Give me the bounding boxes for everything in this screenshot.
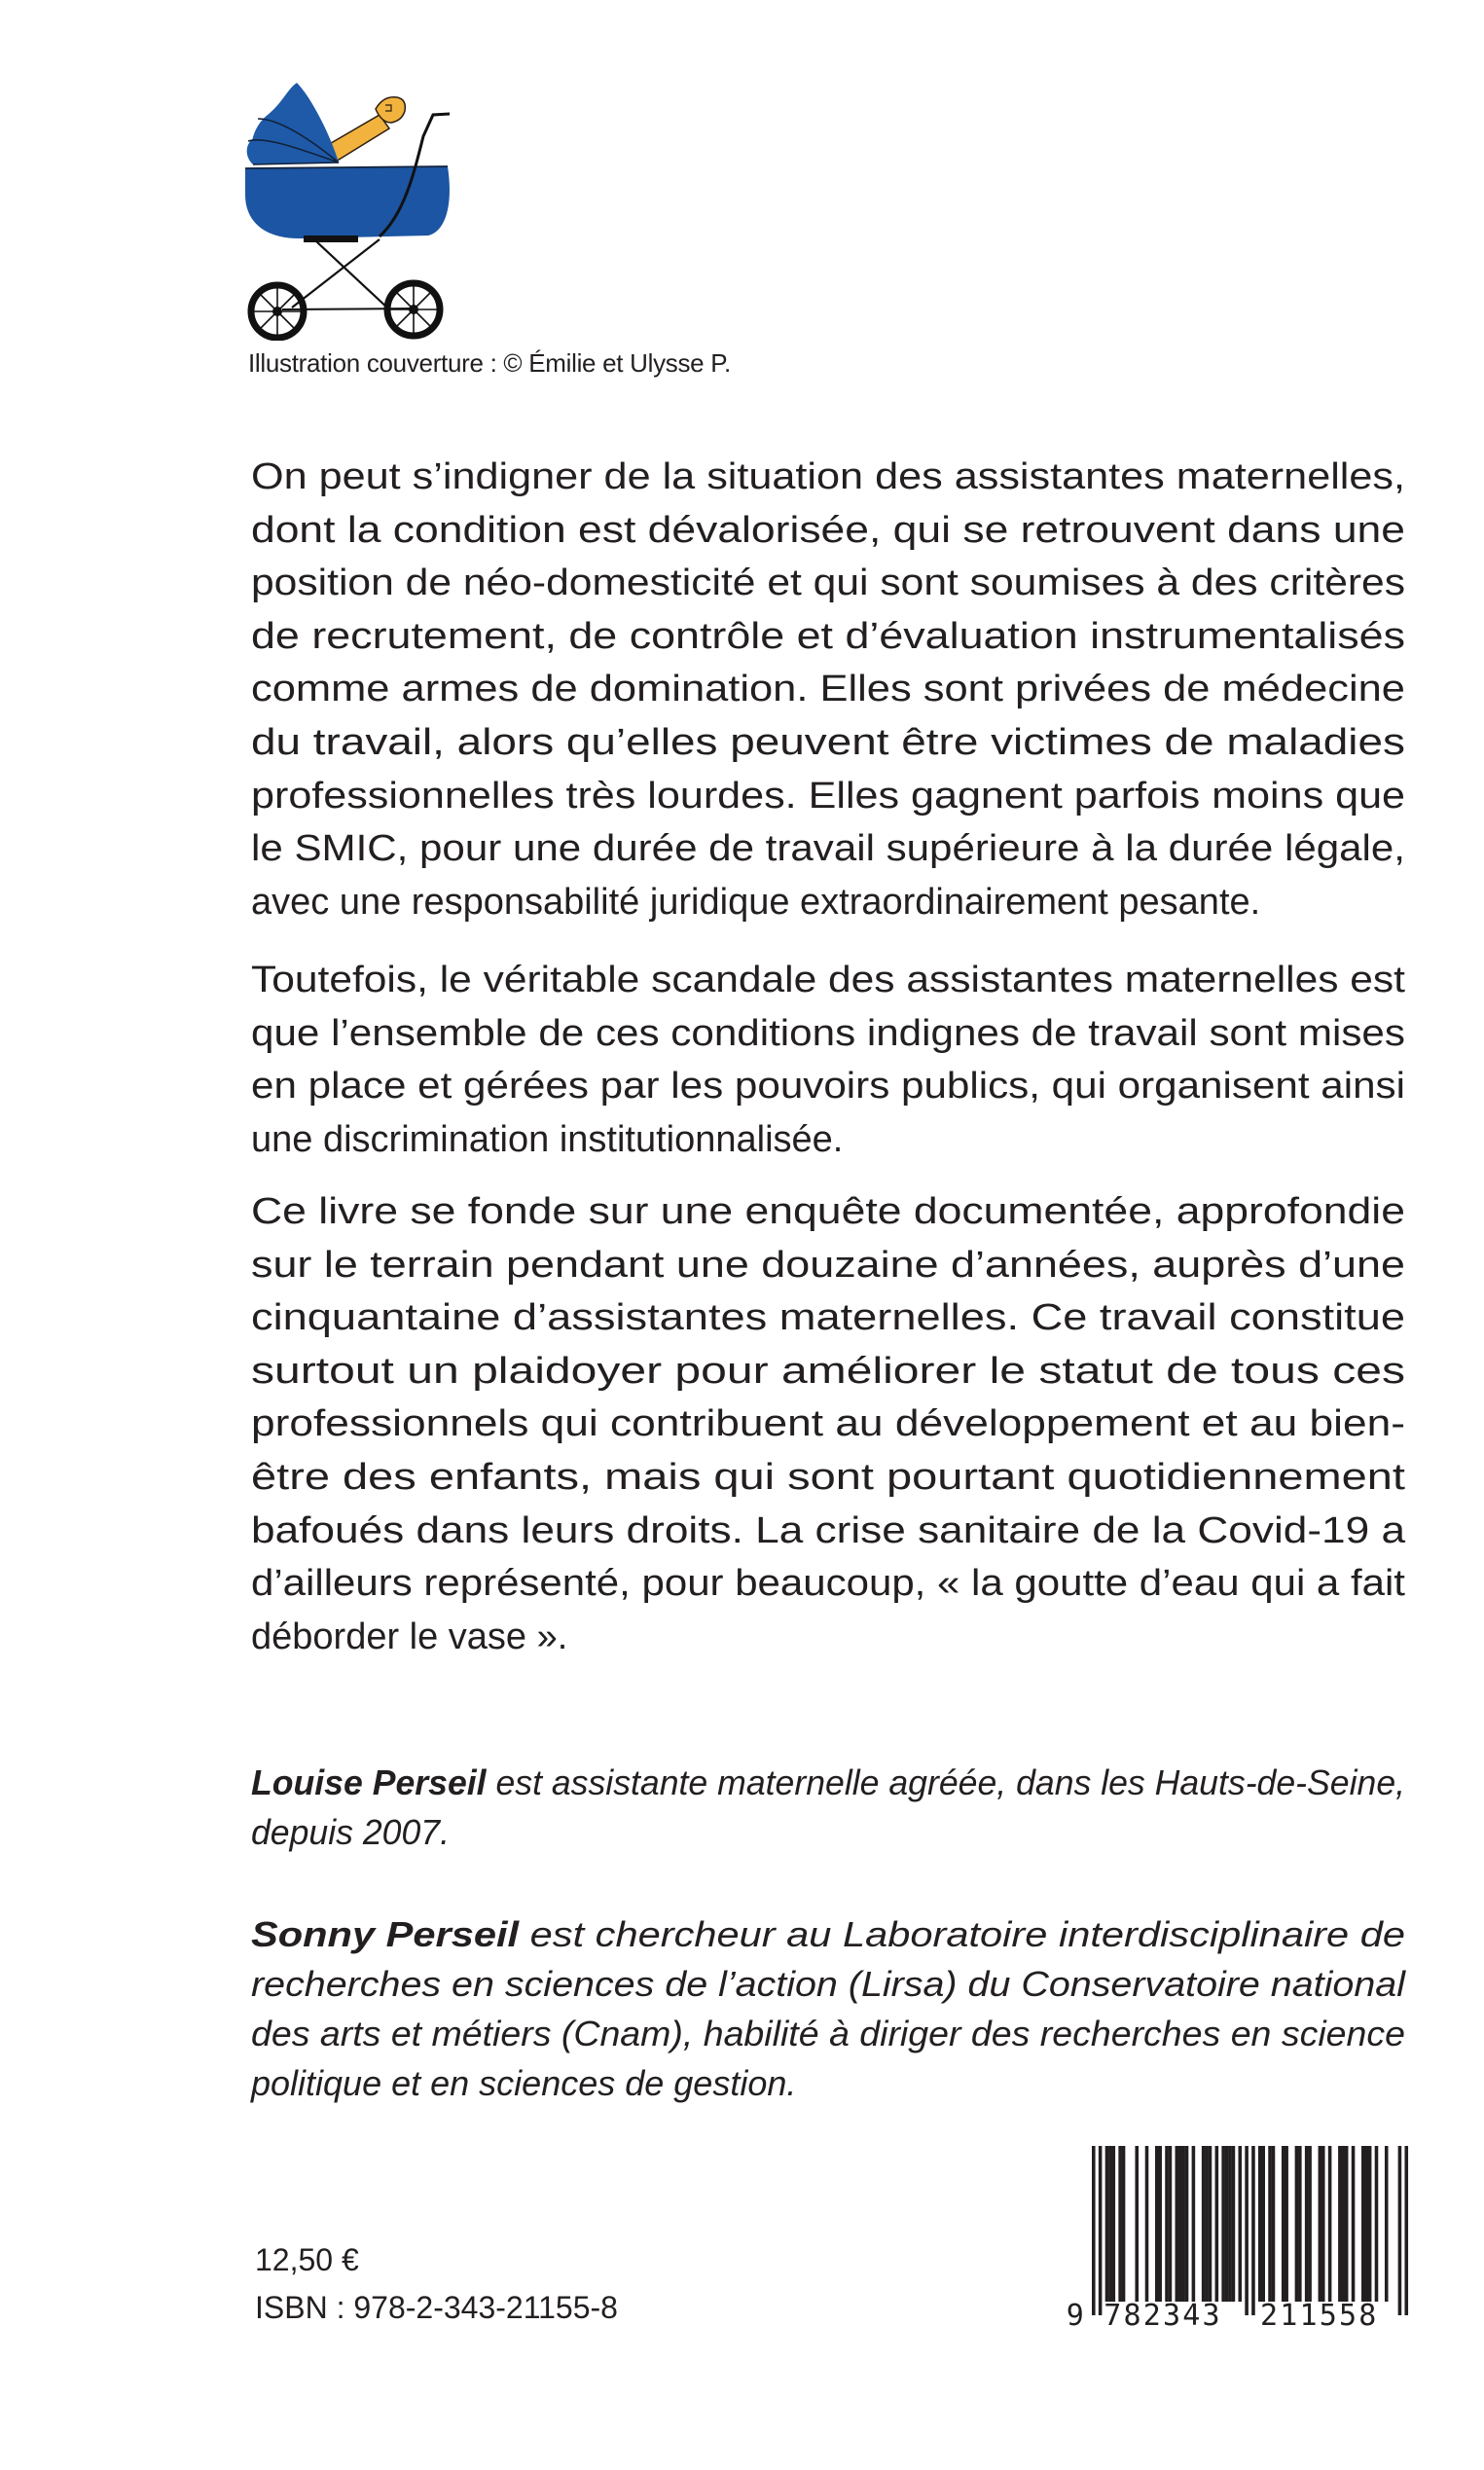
author-bio-sonny: [251, 1909, 1405, 2108]
text-line: du travail, alors qu’elles peuvent être victimes de maladies: [251, 721, 1405, 763]
isbn: ISBN : 978-2-343-21155-8: [255, 2290, 618, 2325]
blurb-paragraph-1: [251, 451, 1405, 928]
text-line: bafoués dans leurs droits. La crise sanitaire de la Covid-19 a: [251, 1509, 1406, 1551]
text-line: politique et en sciences de gestion.: [251, 2063, 797, 2103]
text-line: recherches en sciences de l’action (Lirsa) du Conservatoire national: [251, 1964, 1405, 2004]
text-line: le SMIC, pour une durée de travail supérieure à la durée légale,: [251, 828, 1406, 870]
ean13-barcode-icon: [1061, 2141, 1411, 2336]
blurb-paragraph-2: [251, 954, 1405, 1166]
author-bio-louise: [251, 1758, 1405, 1857]
svg-text:9: 9: [1066, 2299, 1086, 2333]
text-line: On peut s’indigner de la situation des assistantes maternelles,: [251, 456, 1406, 497]
text-line: Toutefois, le véritable scandale des assistantes maternelles est: [251, 960, 1406, 1000]
text-line: des arts et métiers (Cnam), habilité à diriger des recherches en science: [251, 2014, 1405, 2053]
text-line: en place et gérées par les pouvoirs publics, qui organisent ainsi: [251, 1066, 1406, 1108]
pram-illustration-icon: [234, 68, 452, 341]
text-line: une discrimination institutionnalisée.: [251, 1118, 844, 1160]
price-isbn-block: [255, 2236, 618, 2332]
text-line: surtout un plaidoyer pour améliorer le statut de tous ces: [251, 1350, 1406, 1392]
text-line: professionnelles très lourdes. Elles gagnent parfois moins que: [251, 775, 1406, 817]
text-line: Sonny Perseil est chercheur au Laboratoire interdisciplinaire de: [251, 1914, 1405, 1954]
text-line: être des enfants, mais qui sont pourtant quotidiennement: [251, 1456, 1405, 1498]
text-line: Louise Perseil est assistante maternelle agréée, dans les Hauts-de-Seine,: [251, 1762, 1406, 1802]
text-line: comme armes de domination. Elles sont privées de médecine: [251, 669, 1405, 710]
text-line: depuis 2007.: [251, 1812, 451, 1852]
price: 12,50 €: [255, 2242, 359, 2277]
text-line: que l’ensemble de ces conditions indignes de travail sont mises: [251, 1012, 1405, 1054]
blurb-paragraph-3: [251, 1185, 1405, 1663]
svg-text:782343: 782343: [1104, 2299, 1222, 2333]
text-line: d’ailleurs représenté, pour beaucoup, « la goutte d’eau qui a fait: [251, 1563, 1405, 1605]
svg-text:211558: 211558: [1260, 2299, 1379, 2333]
text-line: professionnels qui contribuent au développement et au bien-: [251, 1403, 1405, 1445]
author-name: Sonny Perseil: [251, 1914, 520, 1954]
text-line: Ce livre se fonde sur une enquête documentée, approfondie: [251, 1191, 1405, 1232]
illustration-credit: Illustration couverture : © Émilie et Ulysse P.: [248, 348, 731, 378]
text-line: position de néo-domesticité et qui sont soumises à des critères: [251, 563, 1406, 604]
text-line: avec une responsabilité juridique extraordinairement pesante.: [251, 881, 1261, 923]
text-line: cinquantaine d’assistantes maternelles. Ce travail constitue: [251, 1297, 1406, 1339]
text-line: de recrutement, de contrôle et d’évaluation instrumentalisés: [251, 615, 1406, 657]
text-line: dont la condition est dévalorisée, qui se retrouvent dans une: [251, 509, 1405, 551]
text-line: sur le terrain pendant une douzaine d’années, auprès d’une: [251, 1244, 1405, 1286]
author-name: Louise Perseil: [251, 1762, 487, 1802]
text-line: déborder le vase ».: [251, 1616, 568, 1657]
